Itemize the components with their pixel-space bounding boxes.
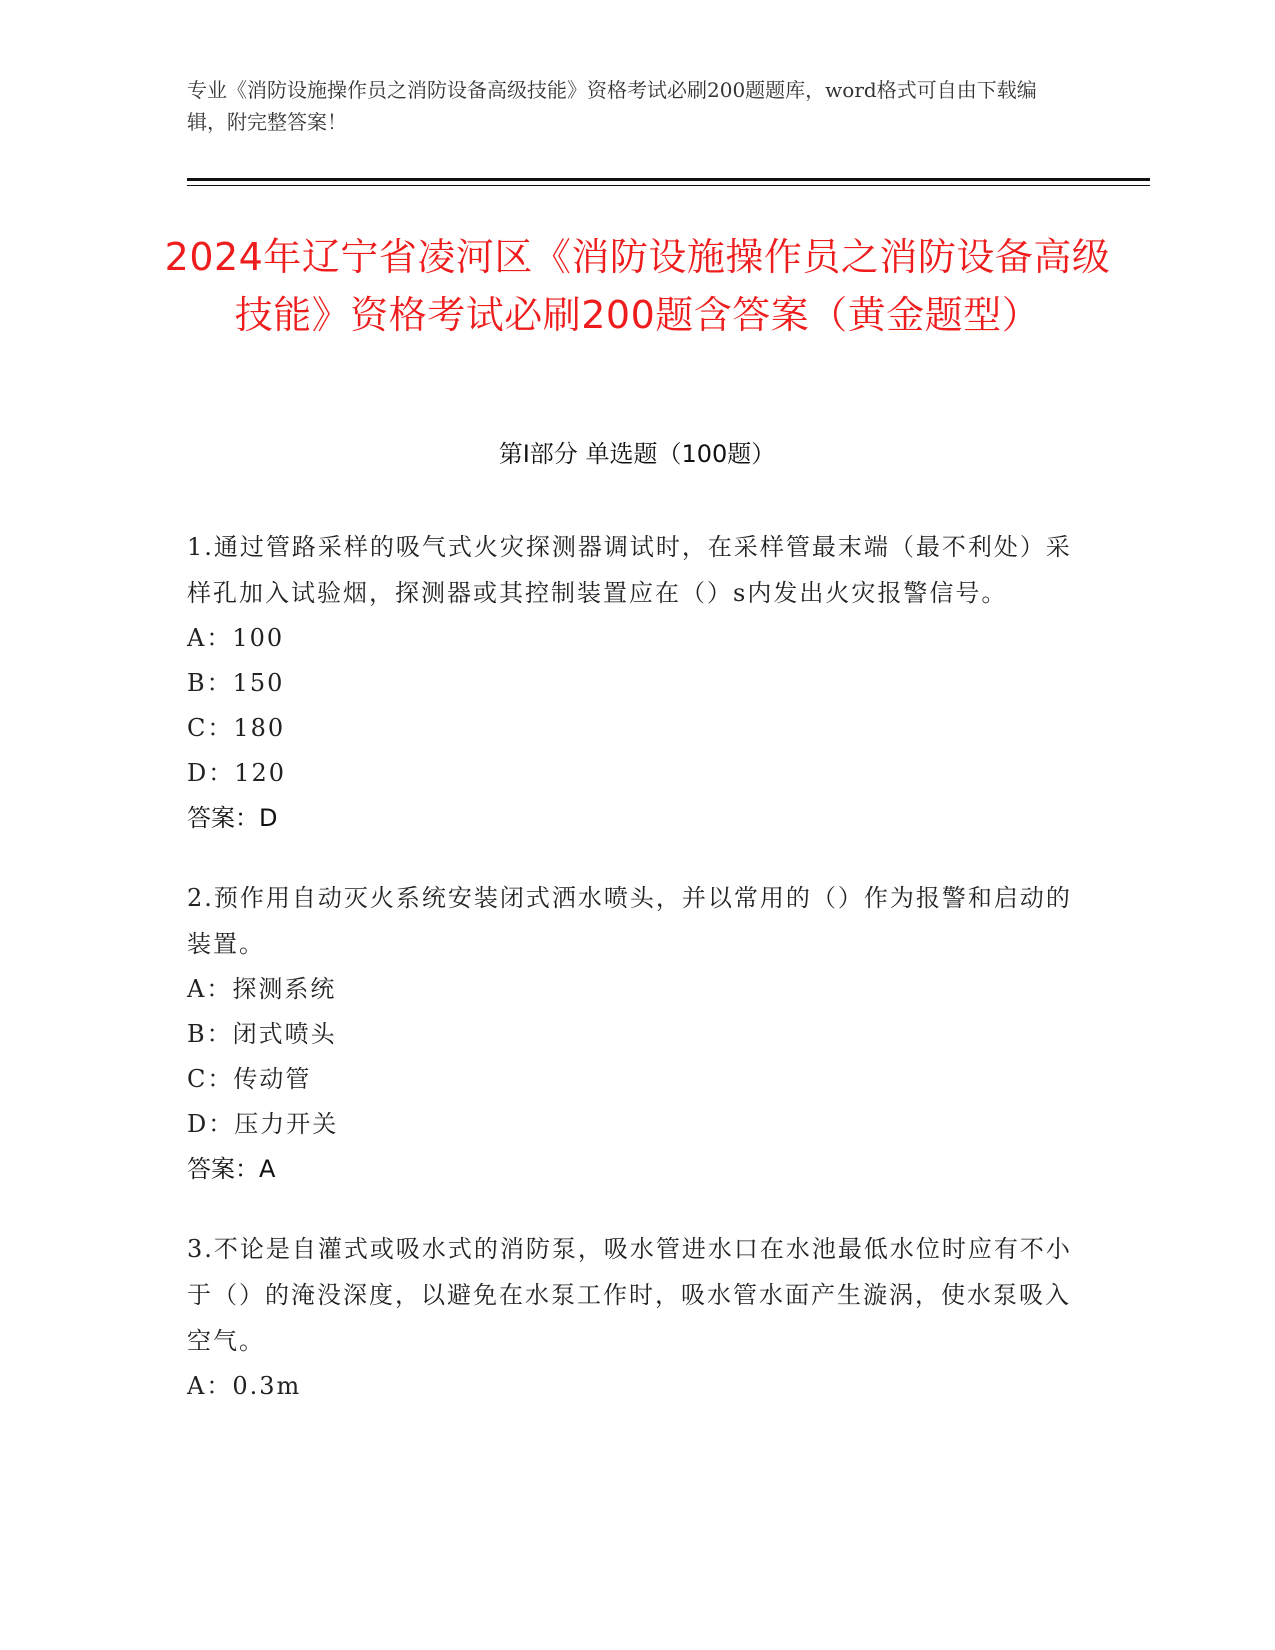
- header-divider-thick: [187, 178, 1150, 181]
- section-heading: 第I部分 单选题（100题）: [498, 440, 776, 468]
- question-stem: 1.通过管路采样的吸气式火灾探测器调试时，在采样管最末端（最不利处）采样孔加入试验烟，探测器或其控制装置应在（）s内发出火灾报警信号。: [187, 533, 1072, 607]
- header-note: 专业《消防设施操作员之消防设备高级技能》资格考试必刷200题题库，word格式可自由下载编辑，附完整答案！: [187, 78, 1037, 134]
- option-a: A：探测系统: [187, 975, 337, 1003]
- option-d: D：120: [187, 759, 287, 787]
- option-b: B：闭式喷头: [187, 1020, 337, 1048]
- question-3: [187, 1226, 1082, 1409]
- header-divider-thin: [187, 185, 1150, 186]
- option-b: B：150: [187, 669, 285, 697]
- option-c: C：传动管: [187, 1065, 312, 1093]
- option-c: C：180: [187, 714, 286, 742]
- option-d: D：压力开关: [187, 1110, 339, 1138]
- question-stem: 3.不论是自灌式或吸水式的消防泵，吸水管进水口在水池最低水位时应有不小于（）的淹没深度，以避免在水泵工作时，吸水管水面产生漩涡，使水泵吸入空气。: [187, 1235, 1072, 1355]
- option-a: A：0.3m: [187, 1372, 302, 1400]
- question-stem: 2.预作用自动灭火系统安装闭式洒水喷头，并以常用的（）作为报警和启动的装置。: [187, 884, 1072, 958]
- document-title: 2024年辽宁省凌河区《消防设施操作员之消防设备高级技能》资格考试必刷200题含答案（黄金题型）: [164, 235, 1111, 337]
- answer-label: 答案：D: [187, 804, 278, 832]
- question-2: [187, 875, 1082, 1192]
- question-list: [187, 524, 1082, 1443]
- option-a: A：100: [187, 624, 285, 652]
- question-1: [187, 524, 1082, 841]
- answer-label: 答案：A: [187, 1155, 276, 1183]
